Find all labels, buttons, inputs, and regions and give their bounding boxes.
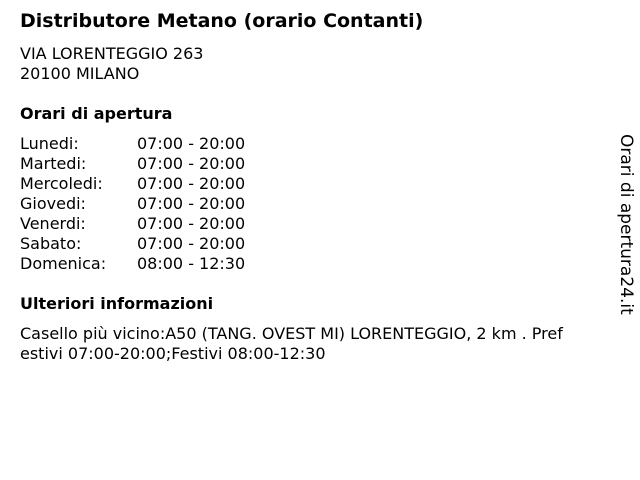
opening-hours-table [20, 134, 245, 274]
additional-info-heading: Ulteriori informazioni [20, 294, 214, 313]
address-street: VIA LORENTEGGIO 263 [20, 44, 204, 63]
hours-row-monday [20, 134, 245, 154]
hours-day: Martedi: [20, 154, 87, 173]
site-watermark: Orari di apertura24.it [616, 134, 636, 315]
hours-day: Mercoledi: [20, 174, 103, 193]
additional-info-text [20, 324, 630, 364]
hours-row-friday [20, 214, 245, 234]
hours-day: Domenica: [20, 254, 107, 273]
hours-time: 07:00 - 20:00 [137, 174, 246, 193]
hours-row-thursday [20, 194, 245, 214]
hours-time: 07:00 - 20:00 [137, 234, 246, 253]
address-city: 20100 MILANO [20, 64, 140, 83]
hours-row-wednesday [20, 174, 245, 194]
additional-info-line-2: estivi 07:00-20:00;Festivi 08:00-12:30 [20, 344, 326, 363]
hours-day: Giovedi: [20, 194, 86, 213]
hours-time: 08:00 - 12:30 [137, 254, 246, 273]
opening-hours-heading: Orari di apertura [20, 104, 173, 123]
hours-day: Lunedi: [20, 134, 79, 153]
hours-time: 07:00 - 20:00 [137, 134, 246, 153]
hours-day: Venerdi: [20, 214, 86, 233]
hours-day: Sabato: [20, 234, 82, 253]
hours-row-sunday [20, 254, 245, 274]
additional-info-line-1: Casello più vicino:A50 (TANG. OVEST MI) LORENTEGGIO, 2 km . Pref [20, 324, 563, 343]
page-title: Distributore Metano (orario Contanti) [20, 10, 424, 32]
hours-row-tuesday [20, 154, 245, 174]
address-block [20, 44, 203, 84]
hours-time: 07:00 - 20:00 [137, 194, 246, 213]
hours-time: 07:00 - 20:00 [137, 154, 246, 173]
hours-time: 07:00 - 20:00 [137, 214, 246, 233]
hours-row-saturday [20, 234, 245, 254]
